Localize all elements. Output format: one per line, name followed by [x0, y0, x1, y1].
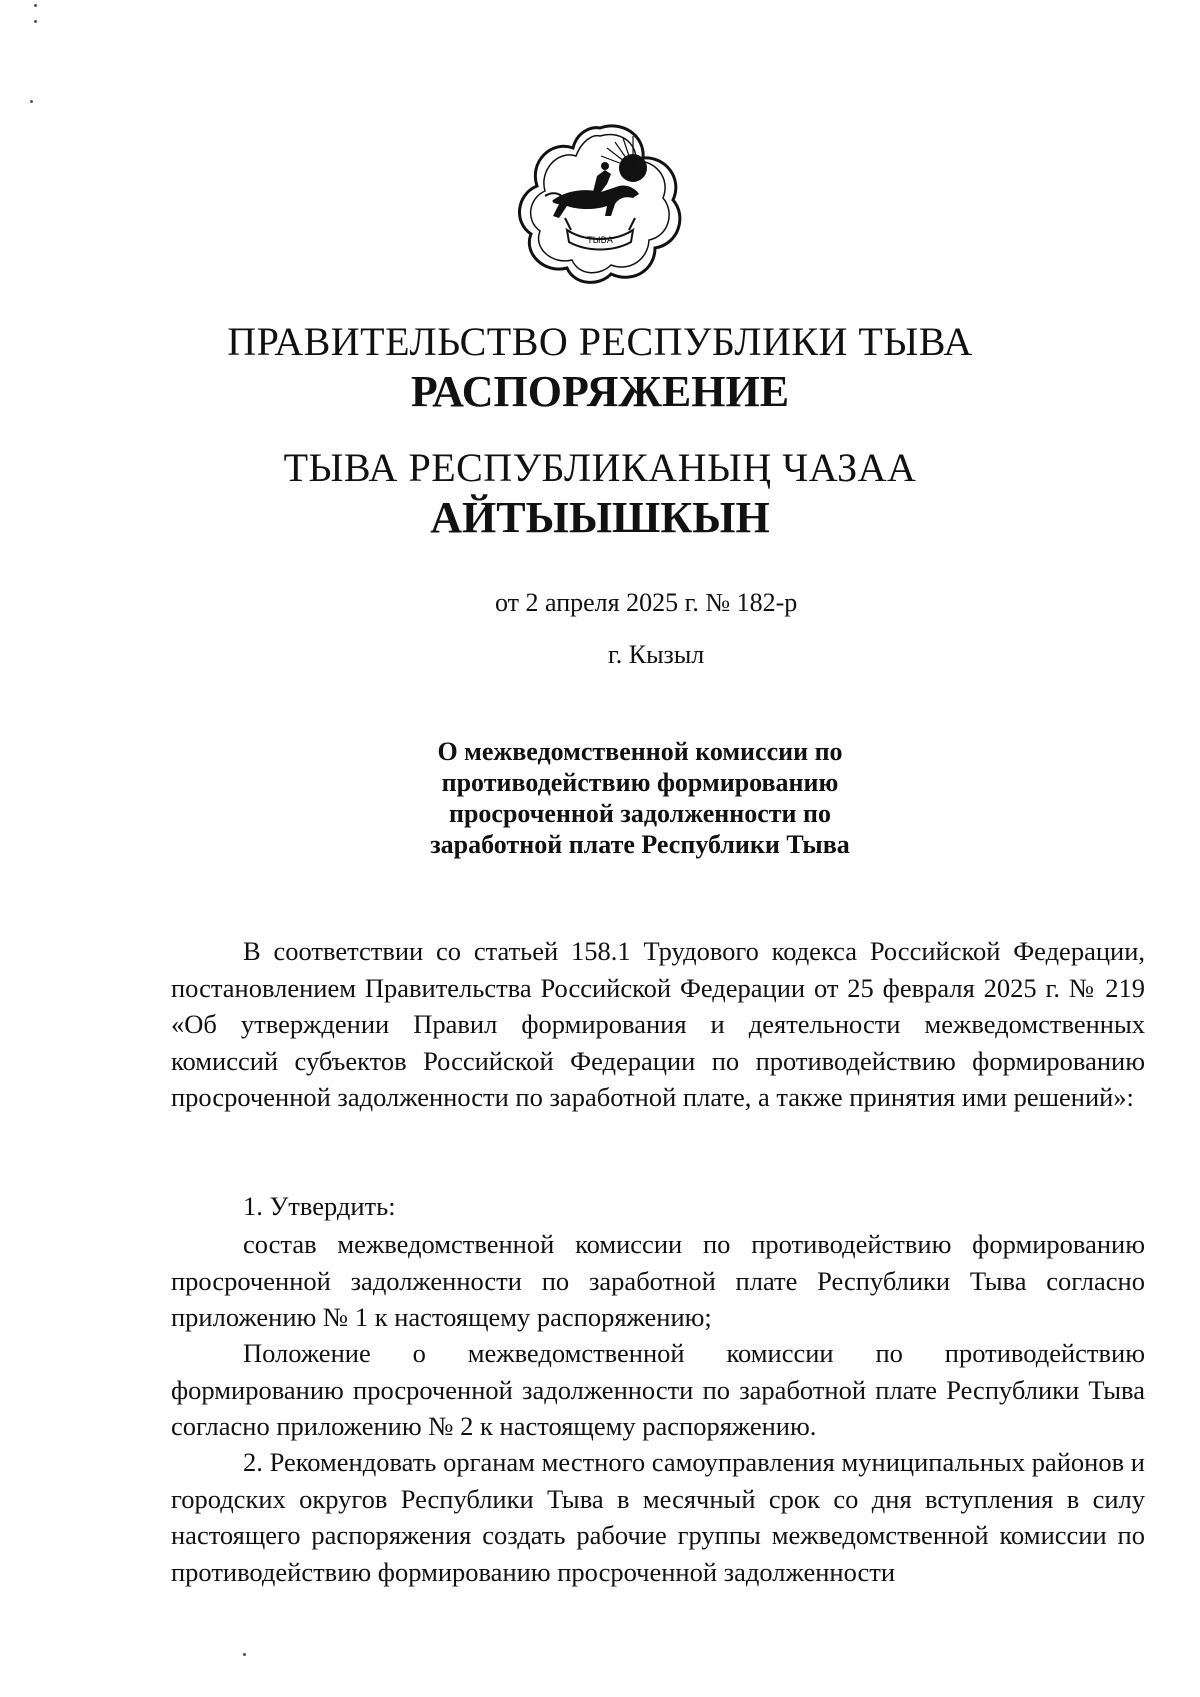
item-1-heading: 1. Утвердить:	[243, 1191, 396, 1221]
preamble-paragraph: В соответствии со статьей 158.1 Трудового кодекса Российской Федерации, постановлением Правительства Российской Федерации от 25 февраля 2025 г. № 219 «Об утверждении Правил формирования и деятельности межведомственных комиссий субъектов Российской Федерации по противодействию формированию просроченной задолженности по заработной плате, а также принятия ими решений»:	[171, 936, 1145, 1112]
scan-artifact	[34, 4, 37, 7]
item-2-paragraph: 2. Рекомендовать органам местного самоуправления муниципальных районов и городских округов Республики Тыва в месячный срок со дня вступления в силу настоящего распоряжения создать рабочие группы межведомственной комиссии по противодействию формированию просроченной задолженности	[171, 1447, 1145, 1587]
title-line: противодействию формированию	[441, 768, 839, 797]
scan-artifact	[30, 100, 33, 103]
emblem-icon	[515, 118, 685, 288]
title-line: просроченной задолженности по	[448, 799, 832, 828]
document-type-tyv: АЙТЫЫШКЫН	[430, 493, 770, 542]
title-line: заработной плате Республики Тыва	[430, 830, 850, 859]
government-title-tyv: ТЫВА РЕСПУБЛИКАНЫҢ ЧАЗАА	[283, 445, 917, 490]
item-1-b-paragraph: Положение о межведомственной комиссии по противодействию формированию просроченной задолженности по заработной плате Республики Тыва согласно приложению № 2 к настоящему распоряжению.	[171, 1338, 1145, 1441]
document-title	[380, 736, 900, 860]
scan-artifact	[243, 1653, 246, 1656]
document-city: г. Кызыл	[608, 640, 705, 669]
title-line: О межведомственной комиссии по	[437, 737, 843, 766]
document-date-number: от 2 апреля 2025 г. № 182-р	[495, 588, 798, 617]
government-title-ru: ПРАВИТЕЛЬСТВО РЕСПУБЛИКИ ТЫВА	[227, 319, 973, 364]
item-1-a-paragraph: состав межведомственной комиссии по противодействию формированию просроченной задолженности по заработной плате Республики Тыва согласно приложению № 1 к настоящему распоряжению;	[171, 1229, 1145, 1332]
scan-artifact	[34, 20, 37, 23]
emblem-ribbon-text: ТЫВА	[587, 236, 613, 246]
document-type-ru: РАСПОРЯЖЕНИЕ	[410, 367, 790, 416]
